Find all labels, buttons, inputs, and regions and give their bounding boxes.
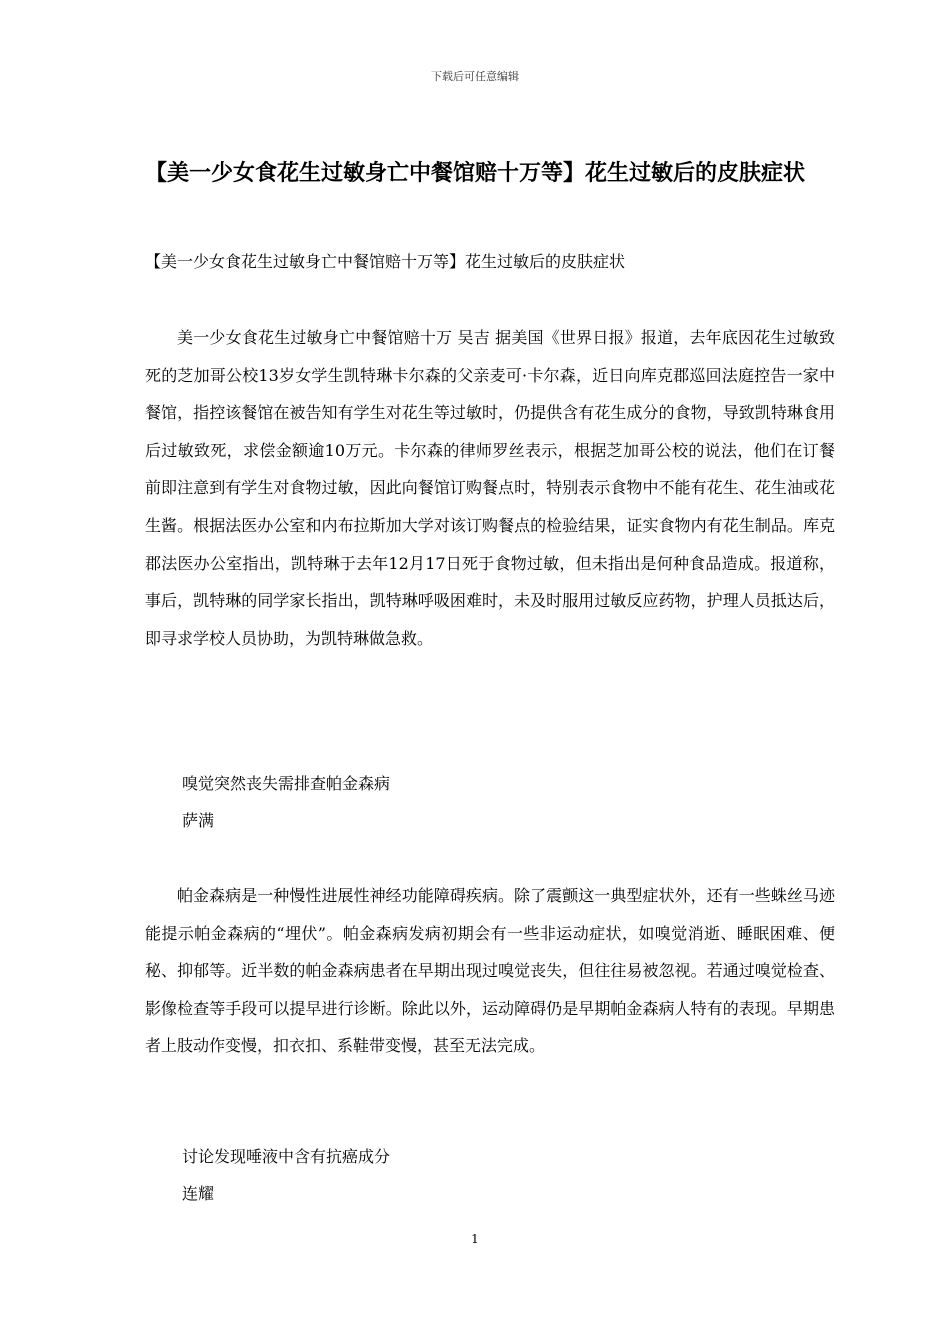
section-heading: 讨论发现唾液中含有抗癌成分 (182, 1147, 391, 1166)
section-heading: 嗅觉突然丧失需排查帕金森病 (182, 774, 391, 793)
section-author: 连耀 (182, 1184, 215, 1203)
page-number: 1 (471, 1232, 479, 1246)
document-subtitle: 【美一少女食花生过敏身亡中餐馆赔十万等】花生过敏后的皮肤症状 (145, 252, 626, 271)
document-title: 【美一少女食花生过敏身亡中餐馆赔十万等】花生过敏后的皮肤症状 (144, 160, 805, 186)
header-note: 下载后可任意编辑 (431, 70, 519, 83)
article-paragraph: 美一少女食花生过敏身亡中餐馆赔十万 吴吉 据美国《世界日报》报道，去年底因花生过敏致死的芝加哥公校13岁女学生凯特琳卡尔森的父亲麦可·卡尔森，近日向库克郡巡回法庭控告一家中餐馆，指控该餐馆在被告知有学生对花生等过敏时，仍提供含有花生成分的食物，导致凯特琳食用后过敏致死，求偿金额逾10万元。卡尔森的律师罗丝表示，根据芝加哥公校的说法，他们在订餐前即注意到有学生对食物过敏，因此向餐馆订购餐点时，特别表示食物中不能有花生、花生油或花生酱。根据法医办公室和内布拉斯加大学对该订购餐点的检验结果，证实食物内有花生制品。库克郡法医办公室指出，凯特琳于去年12月17日死于食物过敏，但未指出是何种食品造成。报道称，事后，凯特琳的同学家长指出，凯特琳呼吸困难时，未及时服用过敏反应药物，护理人员抵达后，即寻求学校人员协助，为凯特琳做急救。 (145, 328, 835, 648)
article-paragraph: 帕金森病是一种慢性进展性神经功能障碍疾病。除了震颤这一典型症状外，还有一些蛛丝马迹能提示帕金森病的“埋伏”。帕金森病发病初期会有一些非运动症状，如嗅觉消逝、睡眠困难、便秘、抑郁等。近半数的帕金森病患者在早期出现过嗅觉丧失，但往往易被忽视。若通过嗅觉检查、影像检查等手段可以提早进行诊断。除此以外，运动障碍仍是早期帕金森病人特有的表现。早期患者上肢动作变慢，扣衣扣、系鞋带变慢，甚至无法完成。 (145, 886, 835, 1056)
section-author: 萨满 (182, 811, 215, 830)
